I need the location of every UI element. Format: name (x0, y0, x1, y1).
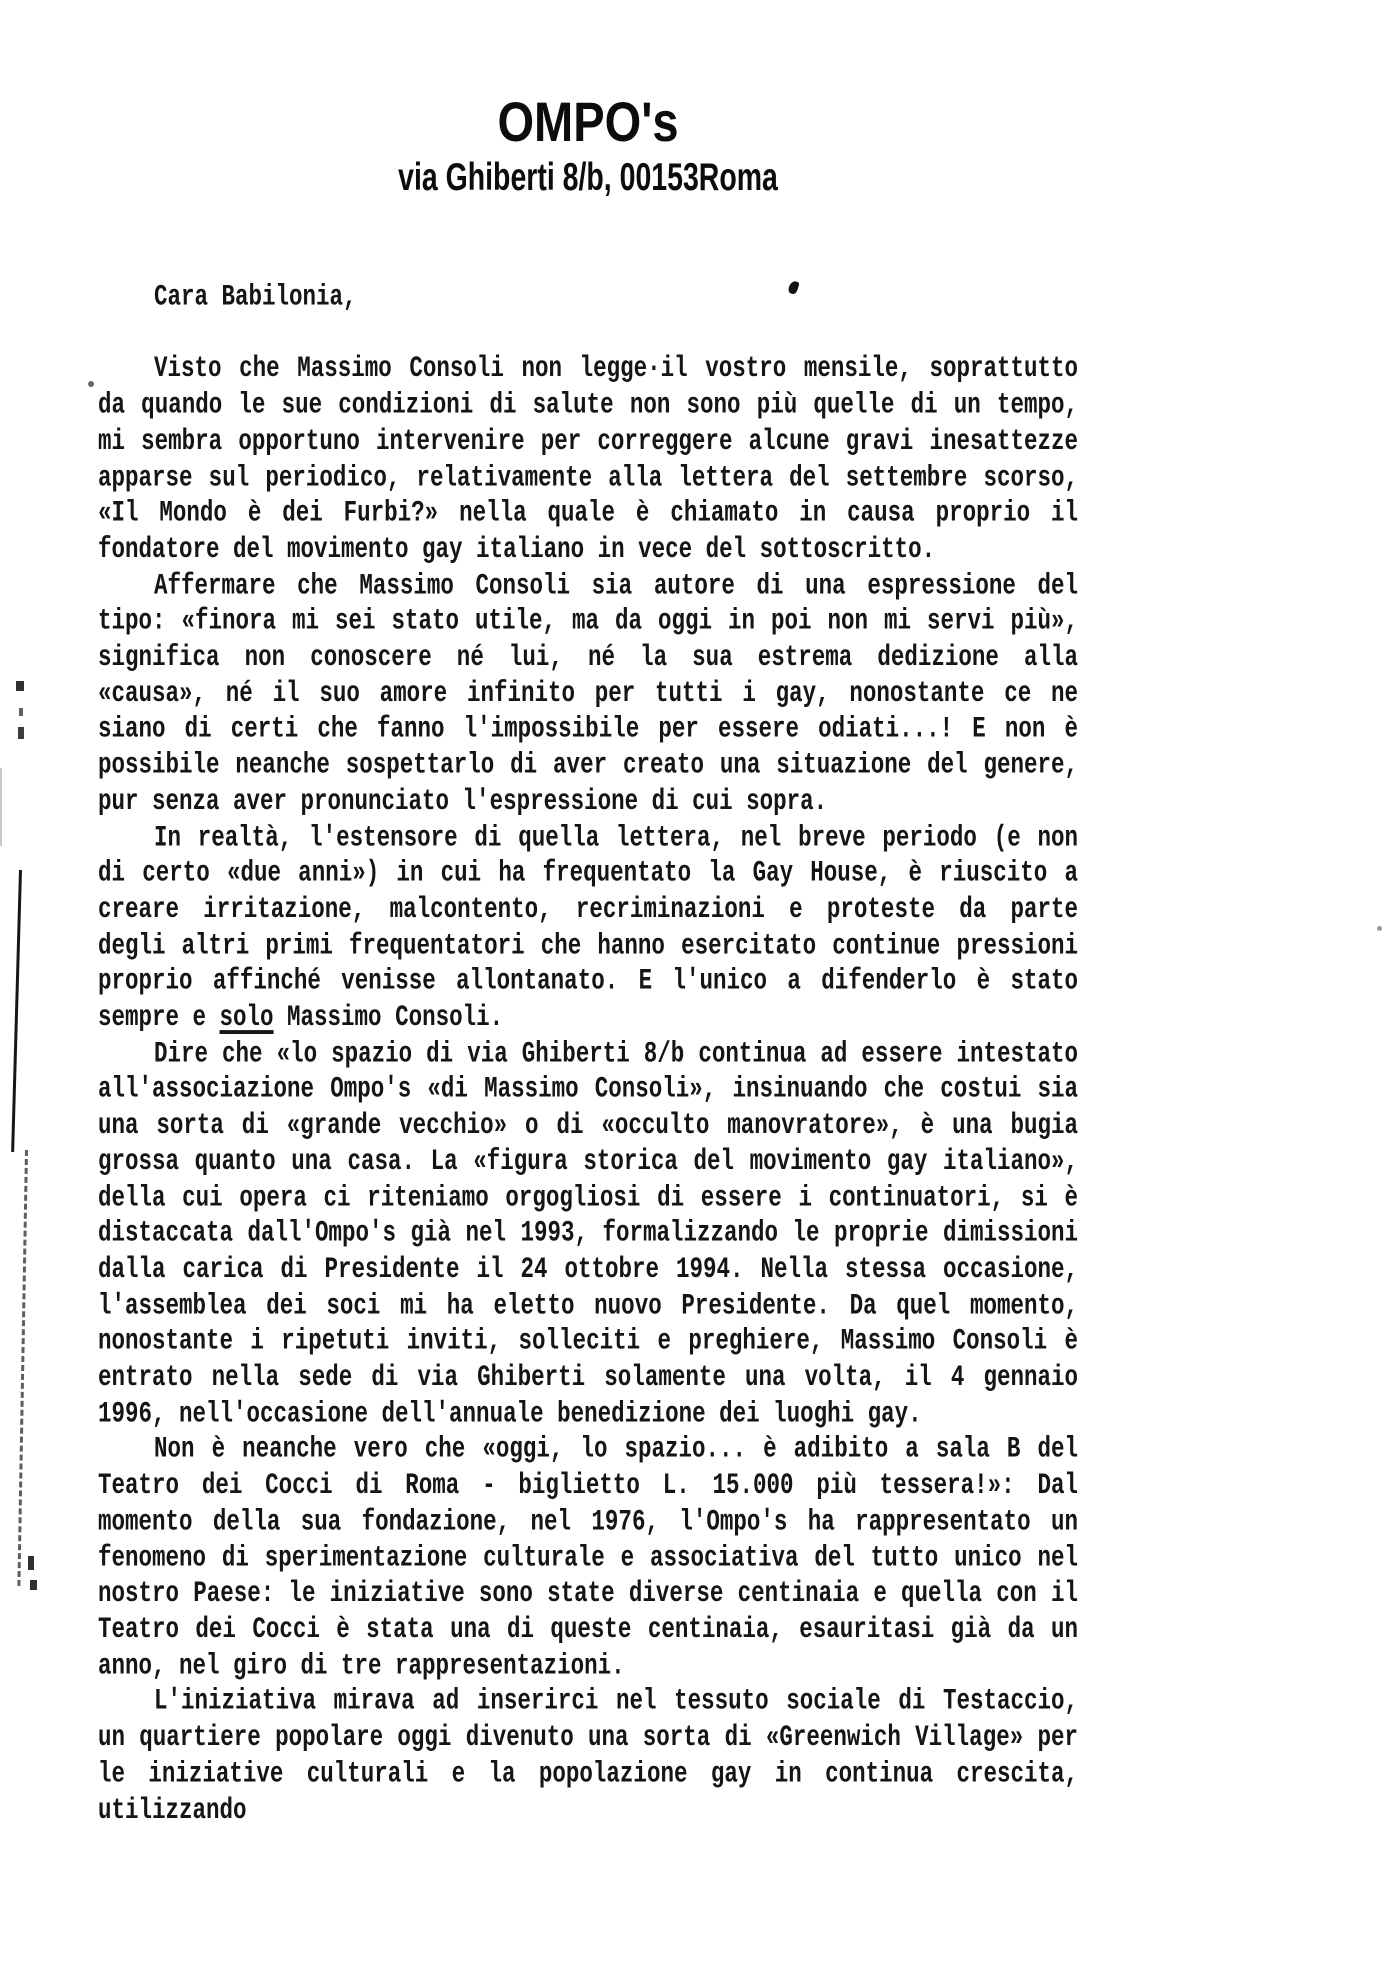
scan-speck-margin-4 (28, 1556, 34, 1570)
paragraph-4: Dire che «lo spazio di via Ghiberti 8/b continua ad essere intestato all'associazione Ompo's «di Massimo Consoli», insinuando che costui sia una sorta di «grande vecchio» o di «occulto manovratore», è una bugia grossa quanto una casa. La «figura storica del movimento gay italiano», della cui opera ci riteniamo orgogliosi di essere i continuatori, si è distaccata dall'Ompo's già nel 1993, formalizzando le proprie dimissioni dalla carica di Presidente il 24 ottobre 1994. Nella stessa occasione, l'assemblea dei soci mi ha eletto nuovo Presidente. Da quel momento, nonostante i ripetuti inviti, solleciti e preghiere, Massimo Consoli è entrato nella sede di via Ghiberti solamente una volta, il 4 gennaio 1996, nell'occasione dell'annuale benedizione dei luoghi gay. (98, 1036, 1078, 1431)
paragraph-3 (98, 820, 1078, 1036)
paragraph-5: Non è neanche vero che «oggi, lo spazio... è adibito a sala B del Teatro dei Cocci di Roma - biglietto L. 15.000 più tessera!»: Dal momento della sua fondazione, nel 1976, l'Ompo's ha rappresentato un fenomeno di sperimentazione culturale e associativa del tutto unico nel nostro Paese: le iniziative sono state diverse centinaia e quella con il Teatro dei Cocci è stata una di queste centinaia, esauritasi già da un anno, nel giro di tre rappresentazioni. (98, 1432, 1078, 1683)
paragraph-3-text: In realtà, l'estensore di quella lettera, nel breve periodo (e non di certo «due anni») in cui ha frequentato la Gay House, è riuscito a creare irritazione, malcontento, recriminazioni e proteste da parte degli altri primi frequentatori che hanno esercitato continue pressioni proprio affinché venisse allontanato. E l'unico a difenderlo è stato sempre e (98, 820, 1078, 1035)
scan-speck-dot-right (1377, 926, 1382, 931)
paragraph-1: Visto che Massimo Consoli non legge·il vostro mensile, soprattutto da quando le sue condizioni di salute non sono più quelle di un tempo, mi sembra opportuno intervenire per correggere alcune gravi inesattezze apparse sul periodico, relativamente alla lettera del settembre scorso, «Il Mondo è dei Furbi?» nella quale è chiamato in causa proprio il fondatore del movimento gay italiano in vece del sottoscritto. (98, 352, 1078, 566)
paragraph-3-tail: Massimo Consoli. (273, 1000, 504, 1035)
letter-body (98, 280, 1078, 1829)
scan-speck-margin-5 (30, 1580, 37, 1590)
scan-edge-faint-line (0, 768, 2, 846)
scan-speck-dot-left (88, 381, 94, 387)
paragraph-6: L'iniziativa mirava ad inserirci nel tessuto sociale di Testaccio, un quartiere popolare oggi divenuto una sorta di «Greenwich Village» per le iniziative culturali e la popolazione gay in continua crescita, utilizzando (98, 1684, 1078, 1827)
org-address: via Ghiberti 8/b, 00153Roma (398, 156, 778, 199)
scan-margin-line-solid (11, 870, 22, 1152)
scan-speck-margin-1 (16, 681, 24, 691)
scan-speck-margin-3 (18, 727, 24, 739)
scan-speck-margin-2 (19, 708, 23, 716)
underlined-word: solo (219, 1000, 274, 1035)
letterhead (98, 90, 1078, 200)
paragraph-2: Affermare che Massimo Consoli sia autore di una espressione del tipo: «finora mi sei stato utile, ma da oggi in poi non mi servi più», significa non conoscere né lui, né la sua estrema dedizione alla «causa», né il suo amore infinito per tutti i gay, nonostante ce ne siano di certi che fanno l'impossibile per essere odiati...! E non è possibile neanche sospettarlo di aver creato una situazione del genere, pur senza aver pronunciato l'espressione di cui sopra. (98, 568, 1078, 818)
salutation: Cara Babilonia, (154, 280, 357, 314)
scan-margin-line-dashed (17, 1150, 28, 1586)
org-name: OMPO's (497, 90, 679, 153)
